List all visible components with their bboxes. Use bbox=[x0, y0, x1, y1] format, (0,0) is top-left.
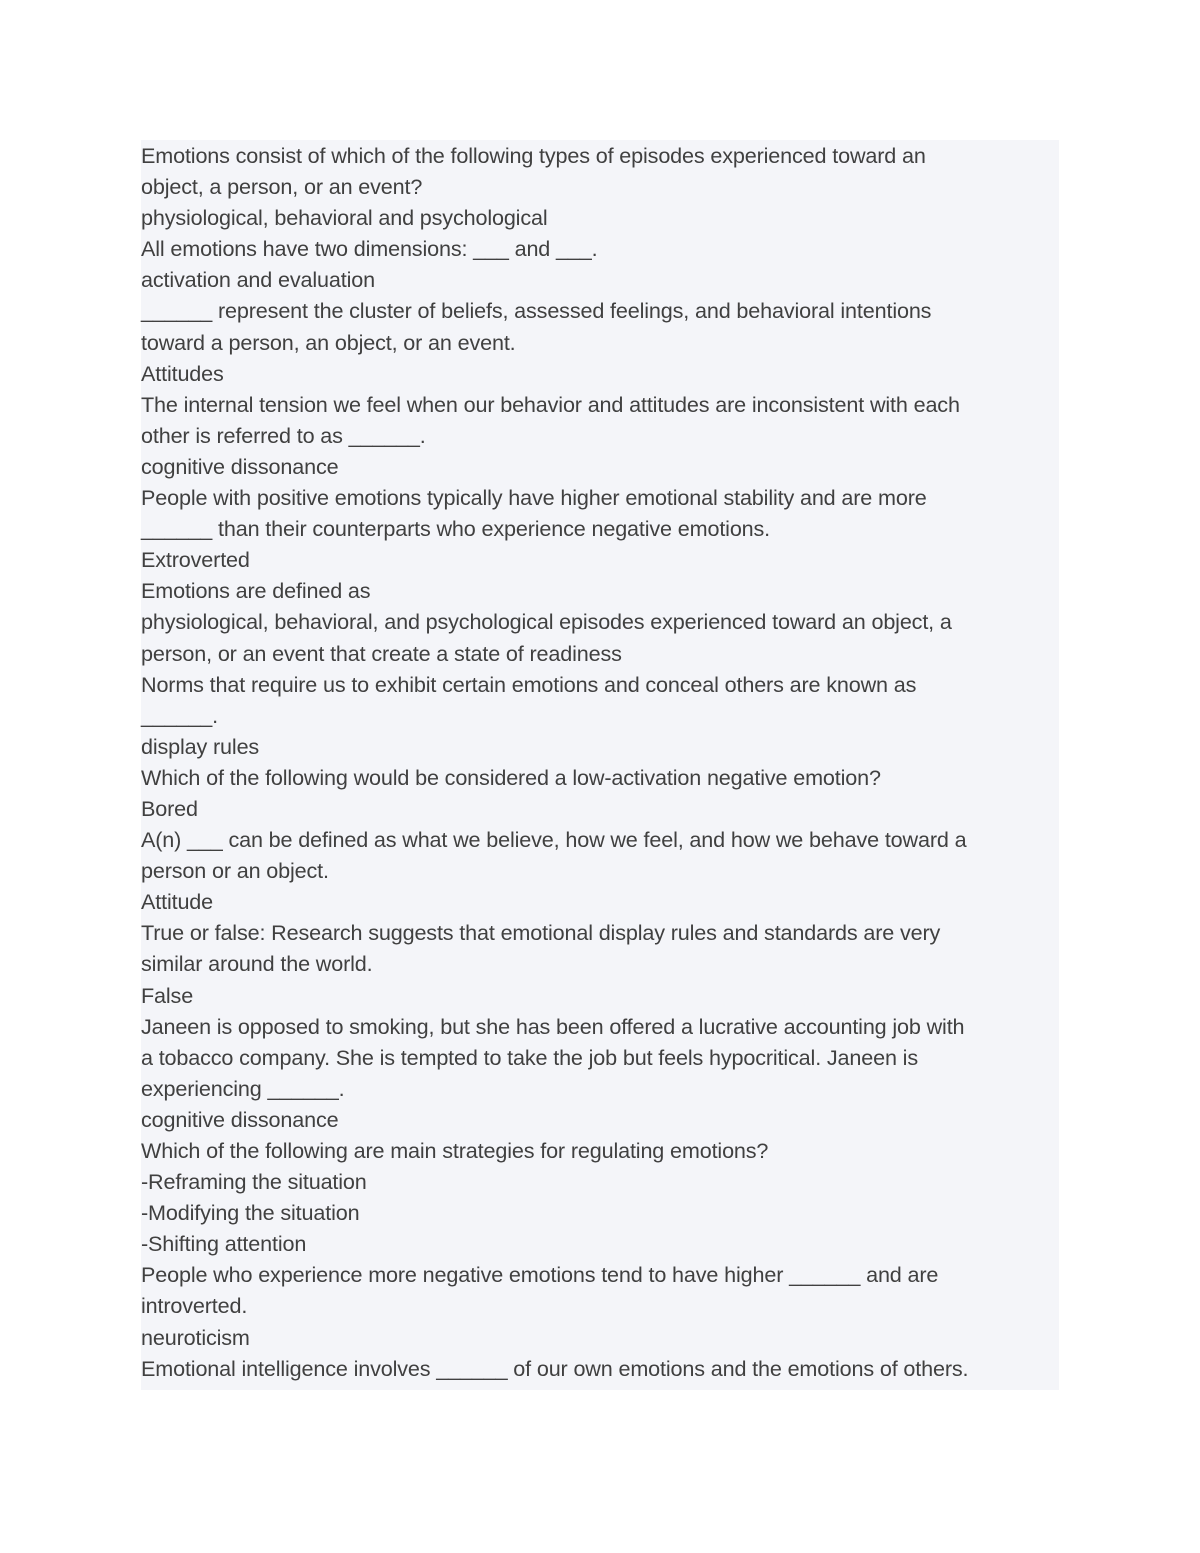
text-line: experiencing ______. bbox=[141, 1075, 345, 1101]
text-line: -Modifying the situation bbox=[141, 1200, 360, 1226]
text-line: False bbox=[141, 982, 194, 1008]
text-line: ______ than their counterparts who experience negative emotions. bbox=[141, 516, 771, 542]
text-line: ______. bbox=[141, 702, 219, 728]
text-line: Bored bbox=[141, 795, 198, 821]
text-line: Emotions are defined as bbox=[141, 578, 371, 604]
text-line: People with positive emotions typically have higher emotional stability and are more bbox=[141, 485, 927, 511]
document-body bbox=[141, 140, 1071, 1384]
text-line: -Reframing the situation bbox=[141, 1169, 367, 1195]
text-line: a tobacco company. She is tempted to take the job but feels hypocritical. Janeen is bbox=[141, 1044, 918, 1070]
text-line: physiological, behavioral and psychological bbox=[141, 205, 548, 231]
text-line: True or false: Research suggests that emotional display rules and standards are very bbox=[141, 920, 941, 946]
text-line: object, a person, or an event? bbox=[141, 174, 423, 200]
text-line: Extroverted bbox=[141, 547, 250, 573]
text-line: introverted. bbox=[141, 1293, 248, 1319]
text-line: Which of the following are main strategies for regulating emotions? bbox=[141, 1138, 769, 1163]
text-line: person, or an event that create a state of readiness bbox=[141, 640, 622, 666]
text-line: The internal tension we feel when our behavior and attitudes are inconsistent with each bbox=[141, 391, 960, 417]
text-line: Attitudes bbox=[141, 360, 224, 386]
text-line: A(n) ___ can be defined as what we believe, how we feel, and how we behave toward a bbox=[141, 827, 967, 853]
text-line: cognitive dissonance bbox=[141, 453, 339, 479]
text-line: People who experience more negative emotions tend to have higher ______ and are bbox=[141, 1262, 939, 1288]
text-line: other is referred to as ______. bbox=[141, 422, 426, 448]
text-line: Attitude bbox=[141, 889, 214, 915]
text-line: Emotions consist of which of the following types of episodes experienced toward an bbox=[141, 143, 926, 168]
text-line: Janeen is opposed to smoking, but she has been offered a lucrative accounting job with bbox=[141, 1013, 965, 1039]
text-line: activation and evaluation bbox=[141, 267, 375, 293]
text-line: toward a person, an object, or an event. bbox=[141, 329, 516, 355]
text-line: ______ represent the cluster of beliefs, assessed feelings, and behavioral intentions bbox=[141, 298, 932, 324]
text-line: Norms that require us to exhibit certain emotions and conceal others are known as bbox=[141, 671, 917, 697]
text-line: neuroticism bbox=[141, 1324, 250, 1350]
text-line: physiological, behavioral, and psychological episodes experienced toward an object, a bbox=[141, 609, 952, 635]
text-line: Emotional intelligence involves ______ of our own emotions and the emotions of others. bbox=[141, 1355, 969, 1381]
text-line: All emotions have two dimensions: ___ and ___. bbox=[141, 236, 598, 262]
text-line: similar around the world. bbox=[141, 951, 373, 977]
text-line: Which of the following would be considered a low-activation negative emotion? bbox=[141, 764, 881, 790]
text-line: display rules bbox=[141, 733, 260, 759]
text-line: person or an object. bbox=[141, 858, 329, 884]
text-line: -Shifting attention bbox=[141, 1231, 307, 1257]
text-line: cognitive dissonance bbox=[141, 1106, 339, 1132]
